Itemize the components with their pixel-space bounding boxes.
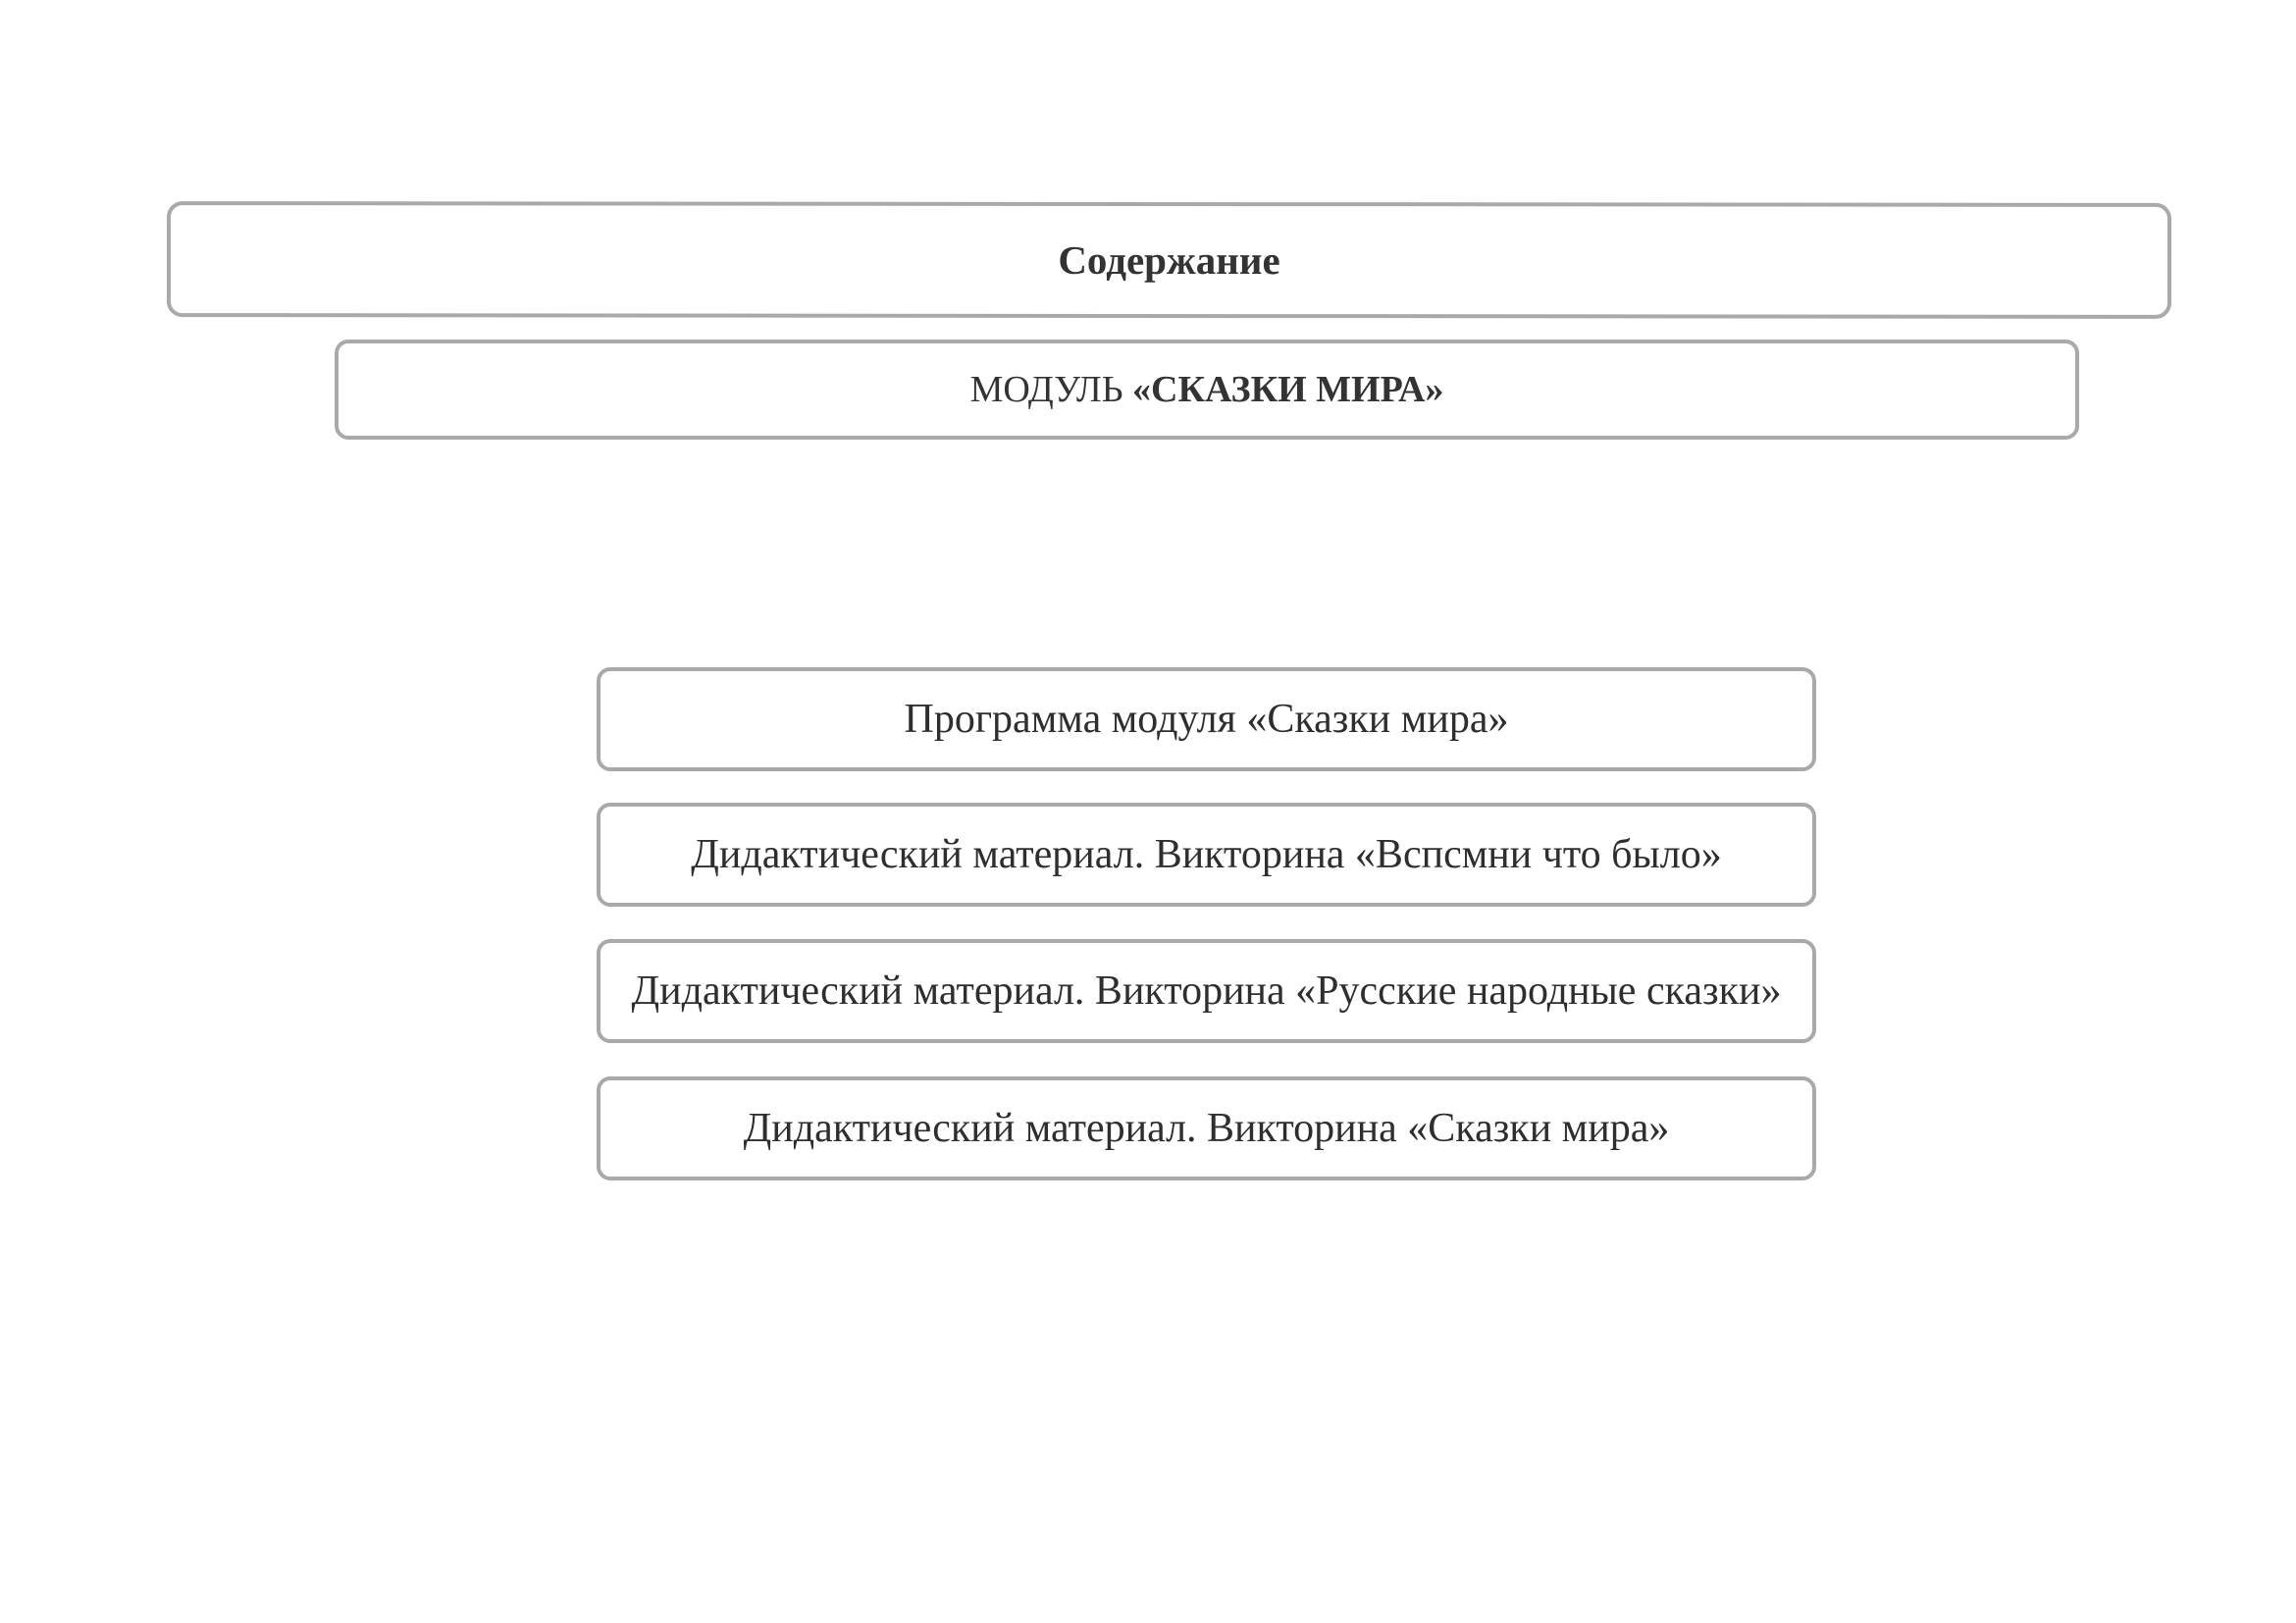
contents-item-quiz-world-tales[interactable] <box>597 1076 1816 1180</box>
module-title-box <box>335 340 2079 440</box>
module-prefix: МОДУЛЬ <box>969 369 1133 410</box>
module-title <box>970 368 1444 411</box>
contents-item-label: Дидактический материал. Викторина «Сказки мира» <box>743 1106 1670 1151</box>
contents-item-label: Программа модуля «Сказки мира» <box>904 697 1509 742</box>
contents-title-box <box>167 201 2171 319</box>
contents-item-label: Дидактический материал. Викторина «Вспсмни что было» <box>691 832 1722 877</box>
contents-item-quiz-remember[interactable] <box>597 803 1816 907</box>
contents-item-label: Дидактический материал. Викторина «Русские народные сказки» <box>631 969 1782 1014</box>
contents-title: Содержание <box>1058 236 1280 284</box>
contents-item-quiz-russian-tales[interactable] <box>597 939 1816 1043</box>
module-name: «СКАЗКИ МИРА» <box>1132 369 1444 410</box>
contents-item-program[interactable] <box>597 667 1816 771</box>
